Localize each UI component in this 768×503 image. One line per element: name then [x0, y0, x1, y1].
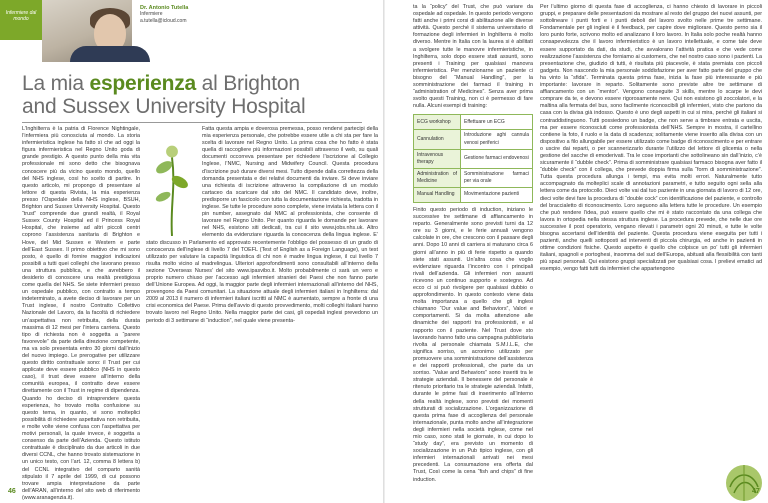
text-column-2: Fatta questa ampia e doverosa premessa, posso rendervi partecipi della mia esperienza personale, che potrebbe essere utile a chi sta per fare la scelta di lavorare nel Regno Unito. La prima cosa che ho fatto è stata quella di raccogliere più informazioni possibili attraverso il web, su quali documenti occorreva presentare per richiedere l’iscrizione al Collegio Inglese, l’NMC, Nursing and Midwifery Council. Questa procedura d’iscrizione può durare diversi mesi. Tutto dipende dalla correttezza della domanda presentata e dei relativi documenti da inviare. Si deve inviare una richiesta di iscrizione attraverso la compilazione di un modulo cartaceo da scaricare dal sito del NMC. Il candidato deve, inoltre, predisporre un fascicolo con tutta la documentazione richiesta, tradotta in inglese. Se tutte le procedure sono complete, viene inviata la lettera con il pin number, assegnato dal NMC al professionista, che consente di lavorare nel Regno Unito. Per quanto riguarda le domande per lavorare nel NHS, esistono siti dedicati, tra cui il sito www.jobs.nhs.uk. Altro elemento da evidenziare riguarda la conoscenza della lingua inglese. E’ stato discusso in Parlamento ed approvato recentemente l’obbligo del possesso di un grado di conoscenza dell’inglese di livello 7 del TOEFL (Test of English as a Foreign Language), un test utilizzato per valutare la capacità linguistica di chi non è madre lingua inglese, il cui livello 7 risulta molto vicino al madrelingua. Ulteriori approfondimenti sono consultabili all’interno della sezione ‘Overseas Nurses’ del sito www.ipasvibo.it. Molto probabilmente ci sarà un vero e proprio numero chiuso per l’accesso agli infermieri stranieri dei Paesi che non fanno parte dell’Unione Europea. Ad oggi, la maggior parte degli infermieri internazionali all’interno del NHS, provengono da Paesi comunitari. La situazione attuale degli infermieri italiani in Inghilterra: dal 2009 al 2013 il numero di infermieri italiani iscritti al NMC è aumentato, sempre a fronte di una crisi economica del Paese. Prima dell’avvio di questo provvedimento, molti colleghi italiani hanno trovato lavoro nel Regno Unito. Nella maggior parte dei casi, gli ospedali inglesi prevedono un periodo di 3 settimane di “induction”, nel quale viene presenta-: [146, 126, 378, 324]
page-number-right: 47: [752, 488, 760, 495]
page-number-left: 46: [8, 488, 16, 495]
right-page: [384, 0, 768, 503]
author-name: Dr. Antonio Tutella: [140, 5, 189, 11]
author-email: a.tutella@icloud.com: [140, 18, 187, 24]
text-column-1: L’Inghilterra è la patria di Florence Nightingale, l’infermiera più conosciuta al mondo. La storia infermieristica inglese ha fatto sì che ad oggi la figura infermieristica nel Regno Unito goda di grande prestigio. A questo punto della mia vita professionale mi sono detto che bisognava conoscere più da vicino questo mondo, quello del NHS inglese, così ho scelto di partire. In questo articolo, mi propongo di presentare al lettore di questa Rivista, la mia esperienza presso l’Ospedale della NHS inglese, BSUH, Brighton and Sussex University Hospital. Questo “trust” comprende due grandi realtà, il Royal Sussex County Hospital ed il Princess Royal Hospital, che insieme ad altri piccoli centri coprono l’assistenza sanitaria di Brighton e Hove, del Mid Sussex e Western e parte dell’East Sussex. Il primo obiettivo che mi sono posto, è quello di fornire maggiori indicazioni possibili a tutti quei colleghi che lavorano presso una struttura pubblica, e che avrebbero il desiderio di conoscere una realtà prestigiosa come quella del NHS. Se siete infermieri presso un ospedale pubblico, con contratto a tempo indeterminato, a avete deciso di lavorare per un Trust inglese, il nostro Contratto Collettivo Nazionale del Lavoro, da la facoltà di richiedere un’aspettativa non retribuita, della durata massima di 12 mesi per l’intera carriera. Questo tipo di richiesta non è soggetta a “parere favorevole” da parte della direzione competente, ma va solo presentata entro 30 giorni dall’inizio del nuovo impiego. Le prerogative per utilizzare questo diritto contrattuale sono: il Trust per cui applicate deve essere pubblico (NHS in questo caso), il trust deve essere all’interno della comunità europea, il contratto deve essere direttamente con il Trust in regime di dipendenza. Quando ho deciso di intraprendere questa esperienza, ho trovato molta confusione su questo tema, in quanto, vi sono molteplici possibilità di richiedere aspettativa non retribuita, e molte volte viene confusa con l’aspettativa per motivi personali, la quale invece, è soggetta a consenso da parte dell’Azienda. Questo istituto contrattuale è disciplinato da due articoli in due diversi CCNL, che hanno trovato sistemazione in un unico testo, con l’art. 12, comma 8 lettera b) del CCNL integrativo del comparto sanità stipulato il 7 aprile del 1999, di cui possono trovare ampia interpretazione da parte dell’ARAN, all’interno del sito web di riferimento (www.aranagenzia.it).: [22, 126, 140, 501]
section-tag-label: Infermiere dal mondo: [5, 10, 37, 22]
table-row: Manual Handling Movimentazione pazienti: [414, 187, 533, 202]
table-row: Intravenous therapy Gestione farmaci endovenosi: [414, 149, 533, 168]
table-row: ECG workshop Effettuare un ECG: [414, 115, 533, 130]
author-photo: [42, 0, 132, 62]
author-block: [140, 5, 188, 25]
title-highlight: esperienza: [89, 72, 197, 95]
author-role: Infermiere: [140, 11, 163, 17]
text-column-4: Per l’ultimo giorno di questa fase di accoglienza, ci hanno chiesto di lavorare in piccoli gruppi, e preparare delle presentazioni da mostrare al resto del gruppo dei nuovi assunti, per sottolineare i punti forti e i punti deboli del lavoro svolto nelle prime tre settimane. Fondamentale per gli inglesi è il feedback, per capire dove migliorare. Questo perno sia il loro punto forte, scrivono molto ed analizzano il loro lavoro. In Italia solo poche realtà hanno consapevolezza che il lavoro infermieristico è un lavoro intellettuale, e come tale deve essere supportato da dati, da studi, che avvalorano l’attività pratica e che vede come realizzazione l’assistenza che forniamo ai customers, che nel nostro caso sono i pazienti. La presentazione che, giudizio di tutti, è risultata più piacevole, è stata premiata con piccoli gadgets. Non nascondo la mia personale soddisfazione per aver fatto parte del gruppo che ha vinto la “sfida”. Terminata questa prima fase, inizia la fase più interessante e più importante: lavorare in reparto. Solitamente sono previste altre tre settimane di affiancamento con un “mentor”. Vengono conseguite 3 skills, mentre lo scarpe le devi comprare da te, e devono essere rigorosamente nere. Qui non esistono gli zoccolatori, e la maltina alla fermata del bus, sono facilmente riconoscibili gli infermieri, visto che partono da casa con la divisa già indosso. Questo è uno degli aspetti in cui si mira, perché gli italiani si contraddistinguono. Tutti possiedono un badge, che non serve a timbrare entrata e uscita, ma per essere riconosciuti come professionista dell’NHS. Sempre in mostra, il cartellino contiene la foto, il ruolo e la data di scadenza; solitamente viene inserito alla divisa con un dispositivo a filo allungabile per essere utilizzato come badge di riconoscimento e per entrare o uscire dai reparti, o per scannerizzarlo durante l’utilizzo del lettore di glicemia o nella gestione del sacche di emoderivati. Tra le cose importanti che sottolineano sin dall’inizio, c’è sicuramente il “dubble check”. Prima di somministrare qualsiasi farmaco bisogna aver fatto il “dubble check” con il collega, che prevede doppia firma sulla “form di somministrazione”. Tutta questa procedura allunga i tempi, ma evita molti errori. Naturalmente tutto accompagnato da molteplici scale di annotazioni parametri, e tutto seguito ogni sella alla lettera come da protocollo. Dieci volte vai dal tuo paziente in una giornata di lavoro di 12 ore, dieci volte devi fare la procedura di “double cock” con identificazione del paziente, e controllo del braccialetto di riconoscimento. Loro seguono alla lettera tutte le procedure. Un esempio che può rendere l’idea, può essere quello che mi è stato raccontato da una collega che lavora in ortopedia nella stessa struttura inglese. La procedura prevede, che nelle due ore successive il post operatorio, vengano rilevati i parametri ogni 20 minuti, e tutte le volte bisogna accertarsi dell’identità del paziente. Questa procedura viene eseguita per tutti i pazienti, anche quelli sottoposti ad interventi di piccola chirurgia, ed anche in pazienti in ottime condizioni fisiche. Questo aspetto è quello che colpisce un po’ tutti gli infermieri italiani, spagnoli e portoghesi, insomma del sud dell’Europa, abituati alla flessibilità con tanti più spazi personali. Qui esistono gruppi specializzati per qualsiasi cosa. I prelievi ematici ad esempio, vengo fatti tutti da infermieri che appartengono: [540, 4, 762, 273]
text-column-3: ta la “policy” del Trust, che può variare da ospedale ad ospedale. In questo periodo vengono fatti anche i primi corsi di abilitazione alle diverse attività. Questo perché il sistema universitario di formazione degli infermieri in Inghilterra è molto diverso. Mentre in Italia con la laurea si è abilitati a svolgere tutte le manovre infermieristiche, in Inghilterra, solo dopo essere stati assunti, sono presenti i Training per qualsiasi manovra infermieristica. Per menzionarne un paziente ci bisogno del “Manual Handling”, per la somministrazione dei farmaci il training in “administration of Medicines”. Senza aver prima svolto questi Training, non ci è permesso di fare nulla. Alcuni esempi di training: ECG workshop Effettuare un ECG Cannulation Introduzione aghi cannula venosi periferici Intravenous therapy Gestione farmaci endovenosi Administration of Medicine Somministrazione farmaci per via orale Manual Handling Movimentazione pazienti Finito questo periodo di induction, iniziano le successive tre settimane di affiancamento in reparto. Generalmente sono previsti turni da 12 ore su 3 giorni, e le ferie annuali vengono calcolate in ore, che crescono con il passare degli anni. Dopo 10 anni di carriera si maturano circa 6 giorni all’anno in più di ferie rispetto a quando siete stati assunti. Un’altra cosa che voglio evidenziare riguarda l’incontro con i principali rivali dell’azienda. Gli infermieri non assunti ricevono un continuo supporto e sostegno. Ad ecco ci si può rivolgere per qualsiasi dubbio o approfondimento. In questo contesto viene data molta importanza a quello che gli inglesi chiamano “Our value and Behaviors”, Valori e comportamenti. Si da molta attenzione alle dinamiche dei rapporti tra professionisti, e al rapporto con il paziente. Nel Trust dove sto lavorando hanno fatto una campagna pubblicitaria rivolta al personale chiamata S.M.I.L.E, che significa sorriso, un acronimo utilizzato per promuovere una somministrazione dell’assistenza e dei rapporti professionali, che parte da un sorriso. “Value and Behaviors” sono inseriti tra le strategie aziendali. Il benessere del personale è ritenuto prioritario tra le strategie aziendali. Infatti, durante le prime fasi di inserimento all’interno della realtà inglese, sono previsti dei momenti strutturati di socializzazione. L’organizzazione di questa prima fase di accoglienza del personale internazionale, punta molto anche all’integrazione degli infermieri nella società inglese, come nel mio caso, sono stati le giornate, in cui dopo lo “study day”, era previsto un momento di socializzazione in un Pub tipico inglese, con gli infermieri internazionali arrivati nei mesi precedenti. La consumazione era offerta dal Trust, Così come la cena “fish and chips” di fine induction.: [413, 4, 533, 483]
plant-illustration-icon: [146, 128, 198, 236]
title-rule: [22, 122, 362, 123]
section-tag: [0, 0, 42, 40]
table-row: Cannulation Introduzione aghi cannula venosi periferici: [414, 130, 533, 149]
table-row: Administration of Medicine Somministrazione farmaci per via orale: [414, 168, 533, 187]
training-table: [413, 114, 533, 203]
article-title: La mia esperienza al Brighton and Sussex University Hospital: [22, 72, 306, 118]
